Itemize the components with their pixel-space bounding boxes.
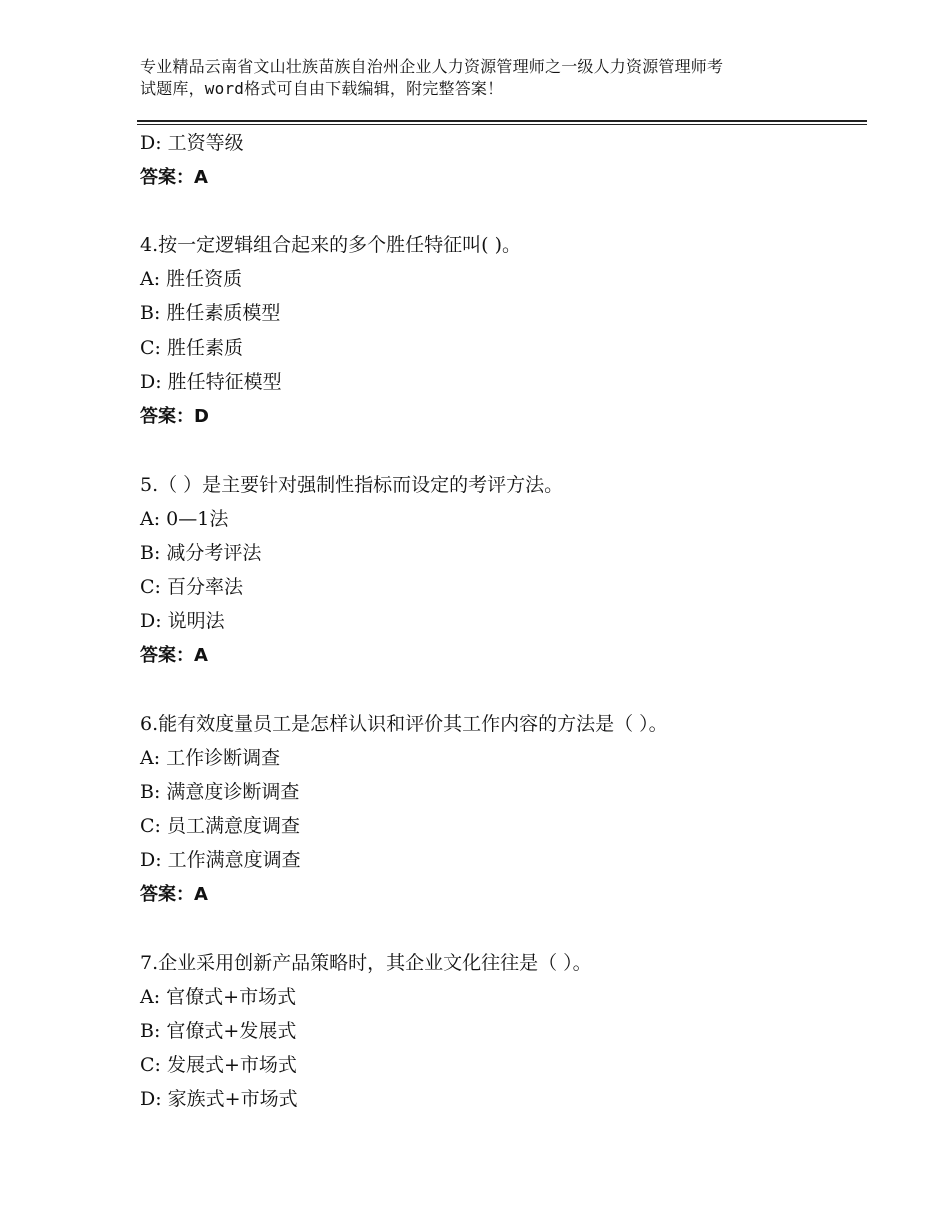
q6-answer: 答案：A [140,884,208,905]
q6-option-c: C: 员工满意度调查 [140,815,300,837]
q5-option-d: D: 说明法 [140,610,225,632]
q7-option-b: B: 官僚式+发展式 [140,1020,297,1042]
q7-option-c: C: 发展式+市场式 [140,1054,297,1076]
q7-question: 7.企业采用创新产品策略时，其企业文化往往是（ ）。 [140,952,592,974]
q5-answer: 答案：A [140,645,208,666]
q3-option-d: D: 工资等级 [140,132,244,154]
q3-answer: 答案：A [140,167,208,188]
q4-option-b: B: 胜任素质模型 [140,302,281,324]
header-divider-thick [137,120,867,122]
q6-question: 6.能有效度量员工是怎样认识和评价其工作内容的方法是（ ）。 [140,713,668,735]
q4-option-d: D: 胜任特征模型 [140,371,282,393]
q5-option-c: C: 百分率法 [140,576,243,598]
q5-option-b: B: 减分考评法 [140,542,262,564]
header-divider-thin [137,124,867,125]
q5-question: 5.（ ）是主要针对强制性指标而设定的考评方法。 [140,474,564,496]
q6-option-b: B: 满意度诊断调查 [140,781,300,803]
q4-question: 4.按一定逻辑组合起来的多个胜任特征叫( )。 [140,234,521,256]
header-title-line-1: 专业精品云南省文山壮族苗族自治州企业人力资源管理师之一级人力资源管理师考 [140,57,724,76]
document-header [140,56,830,100]
q7-option-a: A: 官僚式+市场式 [140,986,297,1008]
header-title-line-2: 试题库，word格式可自由下载编辑，附完整答案！ [140,79,504,98]
q6-option-a: A: 工作诊断调查 [140,747,281,769]
q4-option-a: A: 胜任资质 [140,268,243,290]
q7-option-d: D: 家族式+市场式 [140,1088,298,1110]
q5-option-a: A: 0—1法 [140,508,229,530]
q4-option-c: C: 胜任素质 [140,337,243,359]
q4-answer: 答案：D [140,406,209,427]
q6-option-d: D: 工作满意度调查 [140,849,301,871]
